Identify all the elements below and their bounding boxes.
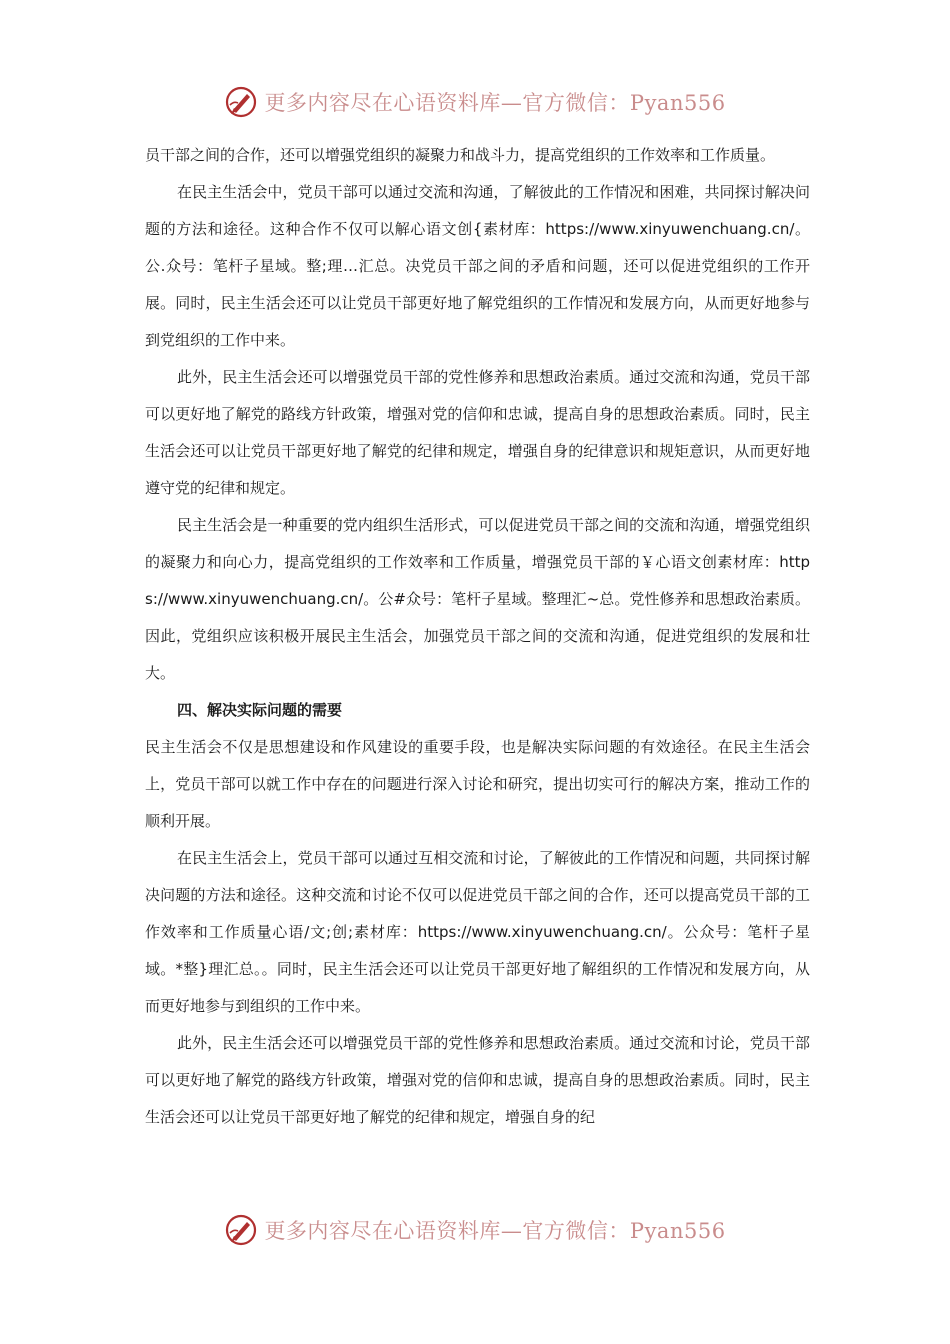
paragraph: 此外，民主生活会还可以增强党员干部的党性修养和思想政治素质。通过交流和沟通，党员干部可以更好地了解党的路线方针政策，增强对党的信仰和忠诚，提高自身的思想政治素质。同时，民主生活会还可以让党员干部更好地了解党的纪律和规定，增强自身的纪律意识和规矩意识，从而更好地遵守党的纪律和规定。 [145, 368, 810, 497]
paragraph: 民主生活会不仅是思想建设和作风建设的重要手段，也是解决实际问题的有效途径。在民主生活会上，党员干部可以就工作中存在的问题进行深入讨论和研究，提出切实可行的解决方案，推动工作的顺利开展。 [145, 738, 810, 830]
banner-text: 更多内容尽在心语资料库—官方微信：Pyan556 [264, 91, 726, 115]
header-banner [0, 82, 950, 122]
paragraph-continued: 员干部之间的合作，还可以增强党组织的凝聚力和战斗力，提高党组织的工作效率和工作质量。 [145, 146, 776, 164]
paragraph: 民主生活会是一种重要的党内组织生活形式，可以促进党员干部之间的交流和沟通，增强党组织的凝聚力和向心力，提高党组织的工作效率和工作质量，增强党员干部的￥心语文创素材库：https://www.xinyuwenchuang.cn/。公#众号：笔杆子星域。整理汇~总。党性修养和思想政治素质。因此，党组织应该积极开展民主生活会，加强党员干部之间的交流和沟通，促进党组织的发展和壮大。 [145, 516, 810, 682]
document-body [145, 137, 810, 1136]
banner-text: 更多内容尽在心语资料库—官方微信：Pyan556 [264, 1219, 726, 1243]
pen-logo-icon [224, 85, 258, 119]
footer-banner [0, 1210, 950, 1250]
section-heading: 四、解决实际问题的需要 [177, 701, 343, 719]
paragraph: 在民主生活会上，党员干部可以通过互相交流和讨论，了解彼此的工作情况和问题，共同探讨解决问题的方法和途径。这种交流和讨论不仅可以促进党员干部之间的合作，还可以提高党员干部的工作效率和工作质量心语/文;创;素材库：https://www.xinyuwenchuang.cn/。公众号：笔杆子星域。*整}理汇总。。同时，民主生活会还可以让党员干部更好地了解组织的工作情况和发展方向，从而更好地参与到组织的工作中来。 [145, 849, 810, 1015]
paragraph: 在民主生活会中，党员干部可以通过交流和沟通，了解彼此的工作情况和困难，共同探讨解决问题的方法和途径。这种合作不仅可以解心语文创{素材库：https://www.xinyuwenchuang.cn/。公.众号：笔杆子星域。整;理…汇总。决党员干部之间的矛盾和问题，还可以促进党组织的工作开展。同时，民主生活会还可以让党员干部更好地了解党组织的工作情况和发展方向，从而更好地参与到党组织的工作中来。 [145, 183, 810, 349]
pen-logo-icon [224, 1213, 258, 1247]
paragraph: 此外，民主生活会还可以增强党员干部的党性修养和思想政治素质。通过交流和讨论，党员干部可以更好地了解党的路线方针政策，增强对党的信仰和忠诚，提高自身的思想政治素质。同时，民主生活会还可以让党员干部更好地了解党的纪律和规定，增强自身的纪 [145, 1034, 810, 1126]
